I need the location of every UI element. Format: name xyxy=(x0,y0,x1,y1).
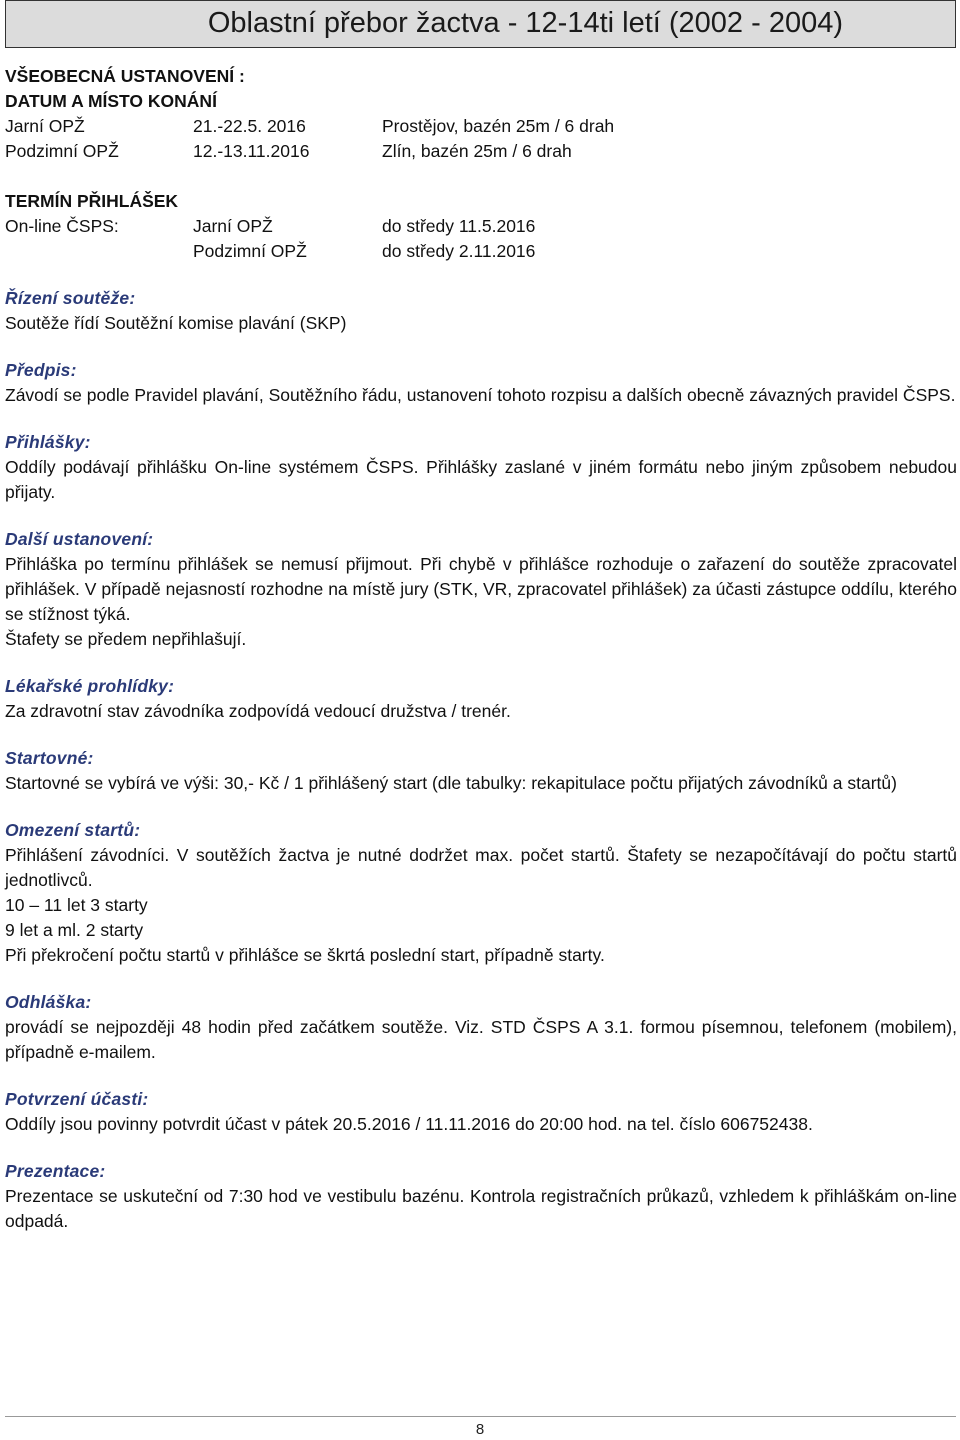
section-potvrzeni-ucasti xyxy=(5,1087,957,1137)
footer-divider xyxy=(5,1416,956,1417)
section-heading: Prezentace: xyxy=(5,1161,106,1181)
section-text: Prezentace se uskuteční od 7:30 hod ve vestibulu bazénu. Kontrola registračních průkazů, vzhledem k přihláškám on-line odpadá. xyxy=(5,1186,957,1231)
section-heading: Řízení soutěže: xyxy=(5,288,136,308)
section-text: provádí se nejpozději 48 hodin před začátkem soutěže. Viz. STD ČSPS A 3.1. formou písemnou, telefonem (mobilem), případně e-mailem. xyxy=(5,1017,957,1062)
deadline-label: On-line ČSPS: xyxy=(5,216,119,236)
section-heading: Přihlášky: xyxy=(5,432,91,452)
event-place: Prostějov, bazén 25m / 6 drah xyxy=(382,116,615,136)
section-text: Soutěže řídí Soutěžní komise plavání (SKP) xyxy=(5,313,347,333)
section-heading: Předpis: xyxy=(5,360,77,380)
section-dalsi-ustanoveni xyxy=(5,527,957,652)
date-place-table xyxy=(5,114,957,164)
event-place: Zlín, bazén 25m / 6 drah xyxy=(382,141,572,161)
section-startovne xyxy=(5,746,957,796)
section-text: Přihláška po termínu přihlášek se nemusí přijmout. Při chybě v přihlášce rozhoduje o zařazení do soutěže zpracovatel přihlášek. V případě nejasností rozhodne na místě jury (STK, VR, zpracovatel přihlášek) za účasti zástupce oddílu, kterého se stížnost týká. xyxy=(5,554,957,624)
section-heading: Odhláška: xyxy=(5,992,92,1012)
section-omezeni-startu xyxy=(5,818,957,968)
deadline-heading: TERMÍN PŘIHLÁŠEK xyxy=(5,191,179,211)
section-lekarske-prohlidky xyxy=(5,674,957,724)
title-banner xyxy=(5,0,956,48)
deadline-table xyxy=(5,214,957,264)
section-text: Přihlášení závodníci. V soutěžích žactva je nutné dodržet max. počet startů. Štafety se nezapočítávají do počtu startů jednotlivců. xyxy=(5,845,957,890)
general-heading: VŠEOBECNÁ USTANOVENÍ : xyxy=(5,66,245,86)
document-body xyxy=(5,64,957,1234)
section-heading: Lékařské prohlídky: xyxy=(5,676,175,696)
section-rizeni xyxy=(5,286,957,336)
section-odhlaska xyxy=(5,990,957,1065)
section-text: 10 – 11 let 3 starty xyxy=(5,895,148,915)
section-text: Za zdravotní stav závodníka zodpovídá vedoucí družstva / trenér. xyxy=(5,701,511,721)
section-prezentace xyxy=(5,1159,957,1234)
event-date: 21.-22.5. 2016 xyxy=(193,116,306,136)
deadline-date: do středy 2.11.2016 xyxy=(382,241,536,261)
deadline-event: Podzimní OPŽ xyxy=(193,241,307,261)
section-text: 9 let a ml. 2 starty xyxy=(5,920,144,940)
deadline-label xyxy=(5,239,193,264)
section-text: Štafety se předem nepřihlašují. xyxy=(5,629,247,649)
deadline-event: Jarní OPŽ xyxy=(193,216,273,236)
section-text: Oddíly jsou povinny potvrdit účast v pátek 20.5.2016 / 11.11.2016 do 20:00 hod. na tel. číslo 606752438. xyxy=(5,1114,813,1134)
section-text: Závodí se podle Pravidel plavání, Soutěžního řádu, ustanovení tohoto rozpisu a dalších obecně závazných pravidel ČSPS. xyxy=(5,385,956,405)
page-title: Oblastní přebor žactva - 12-14ti letí (2002 - 2004) xyxy=(207,7,843,39)
date-place-heading: DATUM A MÍSTO KONÁNÍ xyxy=(5,91,217,111)
deadline-date: do středy 11.5.2016 xyxy=(382,216,536,236)
section-heading: Startovné: xyxy=(5,748,94,768)
section-heading: Omezení startů: xyxy=(5,820,141,840)
section-heading: Další ustanovení: xyxy=(5,529,154,549)
page-number: 8 xyxy=(475,1421,485,1438)
section-text: Startovné se vybírá ve výši: 30,- Kč / 1 přihlášený start (dle tabulky: rekapitulace počtu přijatých závodníků a startů) xyxy=(5,773,897,793)
event-date: 12.-13.11.2016 xyxy=(193,141,310,161)
section-text: Při překročení počtu startů v přihlášce se škrtá poslední start, případně starty. xyxy=(5,945,605,965)
section-heading: Potvrzení účasti: xyxy=(5,1089,149,1109)
event-name: Podzimní OPŽ xyxy=(5,141,119,161)
section-predpis xyxy=(5,358,957,408)
event-name: Jarní OPŽ xyxy=(5,116,85,136)
section-text: Oddíly podávají přihlášku On-line systémem ČSPS. Přihlášky zaslané v jiném formátu nebo jiným způsobem nebudou přijaty. xyxy=(5,457,957,502)
section-prihlasky xyxy=(5,430,957,505)
